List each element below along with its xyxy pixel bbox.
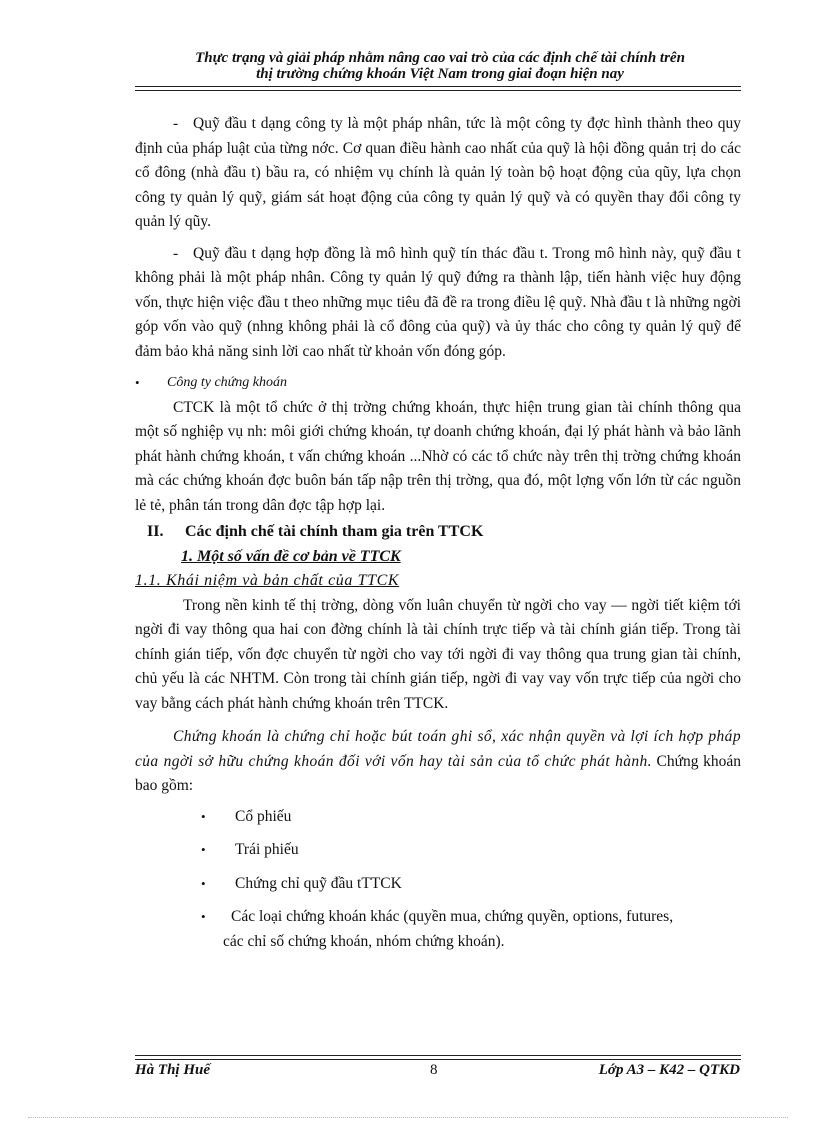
paragraph-capital-flow: Trong nền kinh tế thị trờng, dòng vốn luân chuyển từ ngời cho vay — ngời tiết kiệm tới ngời đi vay thông qua hai con đờng chính là tài chính trực tiếp và tài chính gián tiếp. Trong tài chính gián tiếp, vốn đợc chuyển từ ngời cho vay tới ngời đi vay thông qua trung gian tài chính, chủ yếu là các NHTM. Còn trong tài chính gián tiếp, ngời đi vay vay vốn trực tiếp của ngời cho vay bằng cách phát hành chứng khoán trên TTCK. <box>135 596 741 712</box>
bullet-icon: • <box>135 375 140 390</box>
page-edge-divider <box>28 1117 788 1118</box>
paragraph-company-fund: - Quỹ đầu t dạng công ty là một pháp nhân, tức là một công ty đợc hình thành theo quy định của pháp luật của từng nớc. Cơ quan điều hành cao nhất của quỹ là hội đồng quản trị do các cổ đông (nhà đầu t) bầu ra, có nhiệm vụ chính là quản lý toàn bộ hoạt động của qũy, lựa chọn công ty quản lý quỹ, giám sát hoạt động của công ty quản lý quỹ và có quyền thay đổi công ty quản lý qũy. <box>135 112 741 235</box>
list-item: • Các loại chứng khoán khác (quyền mua, chứng quyền, options, futures, các chỉ số chứng khoán, nhóm chứng khoán). <box>135 905 741 954</box>
dash-marker: - <box>173 115 179 132</box>
dash-marker: - <box>173 244 179 262</box>
footer-author: Hà Thị Huế <box>135 1062 211 1078</box>
paragraph-ctck: CTCK là một tổ chức ở thị trờng chứng khoán, thực hiện trung gian tài chính thông qua một số nghiệp vụ nh: môi giới chứng khoán, tự doanh chứng khoán, đại lý phát hành và bảo lãnh phát hành chứng khoán, t vấn chứng khoán ...Nhờ có các tổ chức này trên thị trờng chứng khoán mà các chứng khoán đợc buôn bán tấp nập trên thị trờng, qua đó, một lợng vốn lớn từ các nguồn lẻ tẻ, phân tán trong dân đợc tập hợp lại. <box>135 398 741 514</box>
list-item: • Cổ phiếu <box>135 805 741 830</box>
page-number: 8 <box>430 1062 438 1078</box>
header-rule-thin <box>135 90 741 91</box>
header-rule-thick <box>135 86 741 87</box>
header-title-line-2: thị trường chứng khoán Việt Nam trong giai đoạn hiện nay <box>256 66 624 82</box>
header-title-line-1: Thực trạng và giải pháp nhằm nâng cao vai trò của các định chế tài chính trên <box>195 50 685 66</box>
list-item: • Chứng chỉ quỹ đầu tTTCK <box>135 872 741 897</box>
list-item: • Trái phiếu <box>135 838 741 863</box>
footer-class: Lớp A3 – K42 – QTKD <box>598 1062 740 1078</box>
section-heading-1-1: 1.1. Khái niệm và bản chất của TTCK <box>135 572 400 589</box>
footer-rule-thin <box>135 1059 741 1060</box>
bullet-icon: • <box>201 808 206 824</box>
paragraph-securities-definition: Chứng khoán là chứng chỉ hoặc bút toán ghi sổ, xác nhận quyền và lợi ích hợp pháp của ngời sở hữu chứng khoán đối với vốn hay tài sản của tổ chức phát hành. Chứng khoán bao gồm: <box>135 728 742 794</box>
section-heading-1: 1. Một số vấn đề cơ bản về TTCK <box>181 547 401 565</box>
footer-rule-thick <box>135 1055 741 1056</box>
bullet-icon: • <box>201 875 206 891</box>
securities-types-list <box>135 805 741 955</box>
document-body <box>135 112 741 963</box>
bullet-icon: • <box>201 842 206 857</box>
bullet-icon: • <box>201 909 206 924</box>
sub-heading-securities-company: • Công ty chứng khoán <box>135 371 741 396</box>
paragraph-contract-fund: - Quỹ đầu t dạng hợp đồng là mô hình quỹ tín thác đầu t. Trong mô hình này, quỹ đầu t không phải là một pháp nhân. Công ty quản lý quỹ đứng ra thành lập, tiến hành việc huy động vốn, thực hiện việc đầu t theo những mục tiêu đã đề ra trong điều lệ quỹ. Nhà đầu t là những ngời góp vốn vào quỹ (nhng không phải là cổ đông của quỹ) và ủy thác cho công ty quản lý quỹ để đảm bảo khả năng sinh lời cao nhất từ khoản vốn đóng góp. <box>135 242 741 365</box>
section-heading-ii: II. Các định chế tài chính tham gia trên TTCK <box>147 523 484 540</box>
